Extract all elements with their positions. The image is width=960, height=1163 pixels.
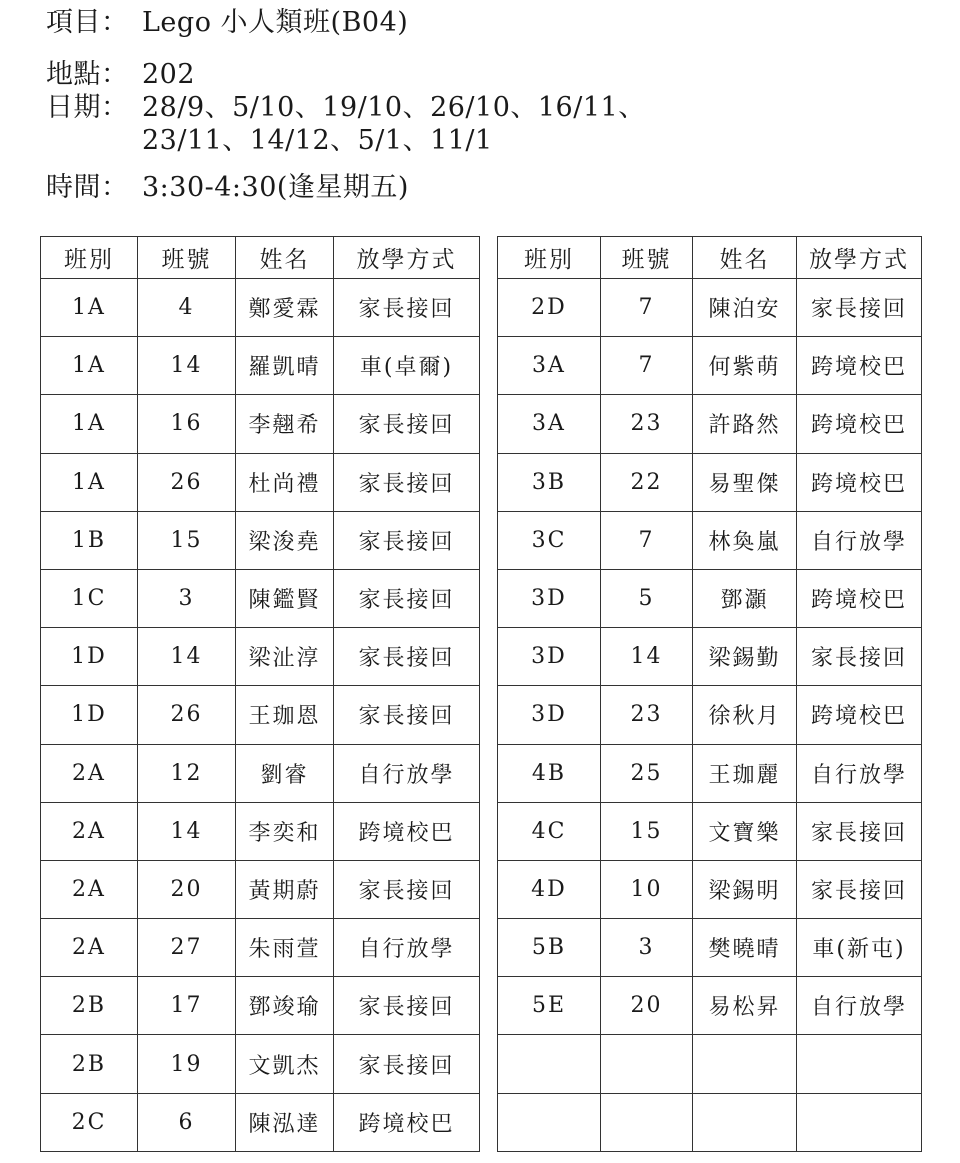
cell-name: 陳泓達 bbox=[236, 1093, 334, 1151]
table-row bbox=[498, 802, 922, 860]
cell-dismissal: 跨境校巴 bbox=[334, 1093, 480, 1151]
cell-number: 7 bbox=[601, 511, 693, 569]
table-row bbox=[41, 628, 480, 686]
cell-class: 3A bbox=[498, 337, 601, 395]
table-row bbox=[41, 511, 480, 569]
cell-dismissal: 車(卓爾) bbox=[334, 337, 480, 395]
cell-dismissal: 跨境校巴 bbox=[334, 802, 480, 860]
cell-dismissal: 跨境校巴 bbox=[797, 337, 922, 395]
cell-name: 鄧灝 bbox=[693, 569, 797, 627]
location-value: 202 bbox=[142, 59, 196, 90]
cell-number: 7 bbox=[601, 279, 693, 337]
cell-class: 4C bbox=[498, 802, 601, 860]
cell-number: 20 bbox=[138, 860, 236, 918]
table-row bbox=[498, 628, 922, 686]
cell-number: 26 bbox=[138, 686, 236, 744]
cell-number: 19 bbox=[138, 1035, 236, 1093]
cell-number: 3 bbox=[138, 569, 236, 627]
cell-dismissal: 車(新屯) bbox=[797, 919, 922, 977]
time-line bbox=[46, 171, 409, 205]
table-row bbox=[41, 279, 480, 337]
cell-name: 易松昇 bbox=[693, 977, 797, 1035]
column-header-name: 姓名 bbox=[236, 237, 334, 279]
cell-number bbox=[601, 1093, 693, 1151]
table-row bbox=[498, 395, 922, 453]
table-row bbox=[41, 744, 480, 802]
time-label: 時間： bbox=[46, 172, 129, 203]
cell-class: 2C bbox=[41, 1093, 138, 1151]
cell-dismissal: 家長接回 bbox=[334, 279, 480, 337]
cell-number: 25 bbox=[601, 744, 693, 802]
cell-class: 1A bbox=[41, 453, 138, 511]
cell-name: 許路然 bbox=[693, 395, 797, 453]
location-label: 地點： bbox=[46, 59, 129, 90]
cell-name: 梁浚堯 bbox=[236, 511, 334, 569]
cell-class: 4B bbox=[498, 744, 601, 802]
cell-dismissal: 自行放學 bbox=[797, 511, 922, 569]
table-row bbox=[41, 395, 480, 453]
cell-dismissal: 家長接回 bbox=[334, 977, 480, 1035]
roster-body-right bbox=[498, 279, 922, 1152]
cell-class: 2A bbox=[41, 802, 138, 860]
cell-name: 何紫萌 bbox=[693, 337, 797, 395]
cell-name: 文寶樂 bbox=[693, 802, 797, 860]
column-header-number: 班號 bbox=[601, 237, 693, 279]
date-value-line1: 28/9、5/10、19/10、26/10、16/11、 bbox=[142, 92, 646, 123]
table-row bbox=[41, 919, 480, 977]
cell-name: 陳鑑賢 bbox=[236, 569, 334, 627]
cell-name bbox=[693, 1093, 797, 1151]
cell-name: 羅凱晴 bbox=[236, 337, 334, 395]
cell-number: 16 bbox=[138, 395, 236, 453]
cell-dismissal bbox=[797, 1035, 922, 1093]
cell-class: 3C bbox=[498, 511, 601, 569]
cell-name: 梁錫勤 bbox=[693, 628, 797, 686]
cell-name: 林奐嵐 bbox=[693, 511, 797, 569]
table-row bbox=[498, 511, 922, 569]
cell-class: 3B bbox=[498, 453, 601, 511]
cell-dismissal: 家長接回 bbox=[334, 686, 480, 744]
table-row bbox=[41, 802, 480, 860]
cell-class: 2B bbox=[41, 1035, 138, 1093]
table-row bbox=[498, 337, 922, 395]
column-header-class: 班別 bbox=[498, 237, 601, 279]
table-row bbox=[41, 453, 480, 511]
cell-dismissal bbox=[797, 1093, 922, 1151]
cell-class: 2D bbox=[498, 279, 601, 337]
cell-name: 梁沚淳 bbox=[236, 628, 334, 686]
cell-dismissal: 自行放學 bbox=[334, 919, 480, 977]
cell-class: 1A bbox=[41, 395, 138, 453]
cell-name: 李奕和 bbox=[236, 802, 334, 860]
cell-name: 陳泊安 bbox=[693, 279, 797, 337]
table-row bbox=[41, 686, 480, 744]
cell-number: 22 bbox=[601, 453, 693, 511]
table-row bbox=[41, 1035, 480, 1093]
cell-dismissal: 家長接回 bbox=[334, 395, 480, 453]
cell-class: 4D bbox=[498, 860, 601, 918]
cell-name: 黃期蔚 bbox=[236, 860, 334, 918]
cell-number: 27 bbox=[138, 919, 236, 977]
cell-class: 2A bbox=[41, 744, 138, 802]
cell-number: 4 bbox=[138, 279, 236, 337]
cell-class: 3D bbox=[498, 628, 601, 686]
table-row bbox=[498, 860, 922, 918]
cell-class: 1D bbox=[41, 628, 138, 686]
cell-number bbox=[601, 1035, 693, 1093]
cell-class: 5E bbox=[498, 977, 601, 1035]
cell-number: 15 bbox=[138, 511, 236, 569]
roster-table-right bbox=[497, 236, 922, 1152]
roster-table-left bbox=[40, 236, 480, 1152]
column-header-name: 姓名 bbox=[693, 237, 797, 279]
table-row bbox=[498, 453, 922, 511]
cell-dismissal: 跨境校巴 bbox=[797, 453, 922, 511]
roster-body-left bbox=[41, 279, 480, 1152]
cell-number: 6 bbox=[138, 1093, 236, 1151]
cell-class: 3A bbox=[498, 395, 601, 453]
cell-dismissal: 家長接回 bbox=[334, 511, 480, 569]
cell-name: 李翹希 bbox=[236, 395, 334, 453]
table-row bbox=[41, 1093, 480, 1151]
cell-name: 王珈麗 bbox=[693, 744, 797, 802]
date-line-2 bbox=[142, 124, 493, 158]
cell-number: 3 bbox=[601, 919, 693, 977]
cell-dismissal: 跨境校巴 bbox=[797, 686, 922, 744]
cell-name: 樊曉晴 bbox=[693, 919, 797, 977]
project-line bbox=[46, 6, 408, 40]
table-header-row bbox=[498, 237, 922, 279]
cell-number: 10 bbox=[601, 860, 693, 918]
cell-dismissal: 家長接回 bbox=[334, 1035, 480, 1093]
cell-name: 鄧竣瑜 bbox=[236, 977, 334, 1035]
cell-dismissal: 家長接回 bbox=[797, 802, 922, 860]
cell-name: 鄭愛霖 bbox=[236, 279, 334, 337]
table-row bbox=[498, 977, 922, 1035]
cell-class: 1A bbox=[41, 337, 138, 395]
table-row bbox=[498, 686, 922, 744]
cell-number: 26 bbox=[138, 453, 236, 511]
project-value: Lego 小人類班(B04) bbox=[142, 7, 409, 38]
table-row bbox=[41, 860, 480, 918]
cell-dismissal: 自行放學 bbox=[797, 744, 922, 802]
table-header-row bbox=[41, 237, 480, 279]
cell-dismissal: 自行放學 bbox=[334, 744, 480, 802]
cell-number: 14 bbox=[138, 628, 236, 686]
table-row bbox=[498, 919, 922, 977]
cell-class: 2A bbox=[41, 919, 138, 977]
time-value: 3:30-4:30(逢星期五) bbox=[142, 172, 409, 203]
cell-name: 朱雨萱 bbox=[236, 919, 334, 977]
cell-class bbox=[498, 1093, 601, 1151]
column-header-dismissal: 放學方式 bbox=[334, 237, 480, 279]
cell-number: 12 bbox=[138, 744, 236, 802]
table-row bbox=[41, 977, 480, 1035]
cell-number: 5 bbox=[601, 569, 693, 627]
cell-class: 2B bbox=[41, 977, 138, 1035]
date-line bbox=[46, 91, 646, 125]
cell-name: 劉睿 bbox=[236, 744, 334, 802]
cell-class: 1A bbox=[41, 279, 138, 337]
cell-dismissal: 家長接回 bbox=[334, 860, 480, 918]
cell-dismissal: 家長接回 bbox=[797, 860, 922, 918]
cell-name: 王珈恩 bbox=[236, 686, 334, 744]
cell-name: 梁錫明 bbox=[693, 860, 797, 918]
cell-class: 3D bbox=[498, 569, 601, 627]
cell-dismissal: 家長接回 bbox=[334, 569, 480, 627]
cell-number: 23 bbox=[601, 395, 693, 453]
cell-dismissal: 家長接回 bbox=[797, 628, 922, 686]
date-value-line2: 23/11、14/12、5/1、11/1 bbox=[142, 125, 493, 156]
cell-number: 14 bbox=[601, 628, 693, 686]
cell-dismissal: 家長接回 bbox=[334, 628, 480, 686]
date-label: 日期： bbox=[46, 92, 129, 123]
table-row bbox=[498, 279, 922, 337]
cell-class: 5B bbox=[498, 919, 601, 977]
column-header-dismissal: 放學方式 bbox=[797, 237, 922, 279]
table-row bbox=[498, 1093, 922, 1151]
cell-class: 3D bbox=[498, 686, 601, 744]
column-header-class: 班別 bbox=[41, 237, 138, 279]
cell-number: 20 bbox=[601, 977, 693, 1035]
cell-dismissal: 家長接回 bbox=[797, 279, 922, 337]
cell-name bbox=[693, 1035, 797, 1093]
cell-name: 易聖傑 bbox=[693, 453, 797, 511]
cell-dismissal: 家長接回 bbox=[334, 453, 480, 511]
table-row bbox=[41, 337, 480, 395]
cell-name: 徐秋月 bbox=[693, 686, 797, 744]
cell-dismissal: 跨境校巴 bbox=[797, 395, 922, 453]
cell-class: 1C bbox=[41, 569, 138, 627]
cell-number: 15 bbox=[601, 802, 693, 860]
cell-dismissal: 自行放學 bbox=[797, 977, 922, 1035]
cell-number: 14 bbox=[138, 337, 236, 395]
cell-name: 杜尚禮 bbox=[236, 453, 334, 511]
table-row bbox=[41, 569, 480, 627]
project-label: 項目： bbox=[46, 7, 129, 38]
cell-number: 17 bbox=[138, 977, 236, 1035]
cell-number: 7 bbox=[601, 337, 693, 395]
cell-class: 1D bbox=[41, 686, 138, 744]
cell-name: 文凱杰 bbox=[236, 1035, 334, 1093]
table-row bbox=[498, 1035, 922, 1093]
table-row bbox=[498, 744, 922, 802]
cell-class bbox=[498, 1035, 601, 1093]
location-line bbox=[46, 58, 195, 92]
cell-class: 1B bbox=[41, 511, 138, 569]
cell-dismissal: 跨境校巴 bbox=[797, 569, 922, 627]
cell-number: 23 bbox=[601, 686, 693, 744]
cell-number: 14 bbox=[138, 802, 236, 860]
table-row bbox=[498, 569, 922, 627]
column-header-number: 班號 bbox=[138, 237, 236, 279]
cell-class: 2A bbox=[41, 860, 138, 918]
